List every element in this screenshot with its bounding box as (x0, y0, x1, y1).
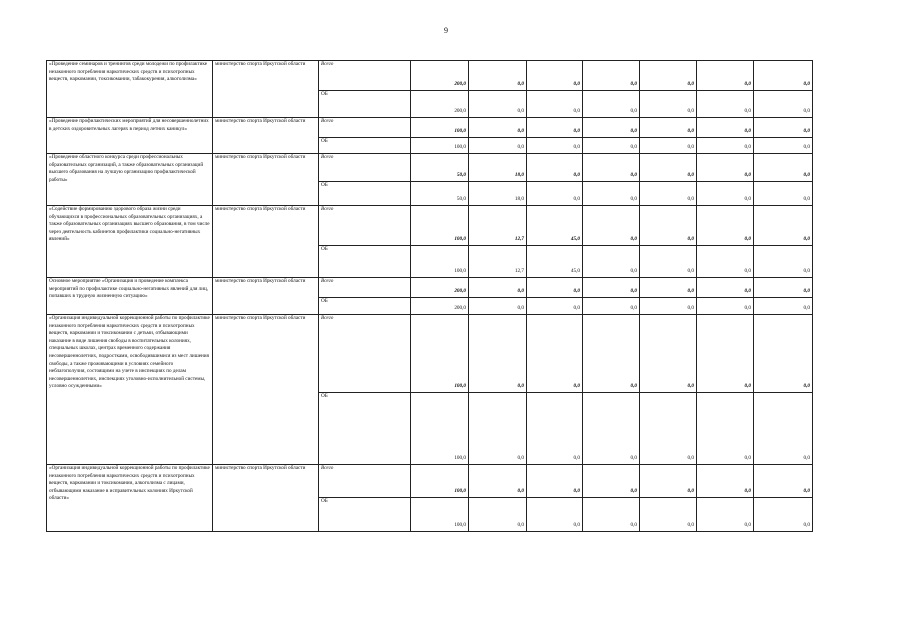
ob-amount-cell: 0,0 (527, 138, 583, 154)
ob-amount-cell: 0,0 (527, 498, 583, 532)
ob-amount-cell: 0,0 (697, 91, 754, 118)
total-amount-cell: 0,0 (527, 315, 583, 393)
total-amount-cell: 0,0 (754, 154, 813, 182)
executor-cell: министерство спорта Иркутской области (213, 206, 319, 278)
total-amount-cell: 100,0 (411, 465, 469, 498)
ob-amount-cell: 0,0 (640, 498, 697, 532)
ob-amount-cell: 0,0 (754, 91, 813, 118)
total-amount-cell: 0,0 (640, 206, 697, 246)
total-amount-cell: 0,0 (697, 154, 754, 182)
total-amount-cell: 0,0 (527, 278, 583, 298)
activity-name-cell: «Проведение профилактических мероприятий для несовершеннолетних в детских оздоровительных лагерях в период летних каникул» (47, 118, 213, 154)
ob-amount-cell: 100,0 (411, 138, 469, 154)
ob-amount-cell: 0,0 (754, 498, 813, 532)
total-amount-cell: 0,0 (754, 61, 813, 91)
table-row (47, 315, 813, 393)
ob-amount-cell: 18,0 (469, 182, 527, 206)
ob-amount-cell: 0,0 (583, 498, 640, 532)
ob-amount-cell: 0,0 (583, 182, 640, 206)
executor-cell: министерство спорта Иркутской области (213, 465, 319, 532)
funding-source-ob-cell: ОБ (319, 246, 411, 278)
funding-source-total-cell: Всего (319, 61, 411, 91)
total-amount-cell: 0,0 (527, 118, 583, 138)
ob-amount-cell: 0,0 (469, 138, 527, 154)
funding-source-ob-cell: ОБ (319, 393, 411, 465)
ob-amount-cell: 100,0 (411, 393, 469, 465)
activity-name-cell: «Организация индивидуальной коррекционной работы по профилактике незаконного потребления наркотических средств и психотропных веществ, наркомании и токсикомании, алкоголизма с лицами, отбывающими наказание в исправительных колониях Иркутской области» (47, 465, 213, 532)
total-amount-cell: 18,0 (469, 154, 527, 182)
activity-name-cell: «Проведение семинаров и тренингов среди молодежи по профилактике незаконного потребления наркотических средств и психотропных веществ, наркомании, токсикомании, табакокурения, алкоголизма» (47, 61, 213, 118)
total-amount-cell: 0,0 (640, 118, 697, 138)
activity-name-cell: «Содействие формированию здорового образа жизни среди обучающихся в профессиональных образовательных организациях, а также образовательных организациях высшего образования, в том числе через деятельность кабинетов профилактики социально-негативных явлений» (47, 206, 213, 278)
total-amount-cell: 0,0 (697, 278, 754, 298)
total-amount-cell: 0,0 (469, 61, 527, 91)
total-amount-cell: 45,0 (527, 206, 583, 246)
ob-amount-cell: 0,0 (697, 298, 754, 315)
total-amount-cell: 0,0 (754, 278, 813, 298)
ob-amount-cell: 0,0 (527, 91, 583, 118)
total-amount-cell: 100,0 (411, 315, 469, 393)
ob-amount-cell: 0,0 (583, 393, 640, 465)
activity-name-cell: «Организация индивидуальной коррекционной работы по профилактике незаконного потребления наркотических средств и психотропных веществ, наркомании и токсикомании с детьми, отбывающими наказание в виде лишения свободы в воспитательных колониях, специальных школах, центрах временного содержания несовершеннолетних, подростками, освободившимися из мест лишения свободы, а также проживающими в условиях семейного неблагополучия, состоящими на учете в инспекциях по делам несовершеннолетних, инспекциях уголовно-исполнительной системы, условно осужденными» (47, 315, 213, 465)
total-amount-cell: 0,0 (469, 315, 527, 393)
ob-amount-cell: 0,0 (697, 182, 754, 206)
total-amount-cell: 200,0 (411, 278, 469, 298)
ob-amount-cell: 0,0 (527, 182, 583, 206)
total-amount-cell: 0,0 (697, 206, 754, 246)
ob-amount-cell: 0,0 (640, 393, 697, 465)
total-amount-cell: 0,0 (469, 118, 527, 138)
total-amount-cell: 0,0 (754, 206, 813, 246)
table-body (47, 61, 813, 532)
ob-amount-cell: 0,0 (640, 182, 697, 206)
total-amount-cell: 0,0 (754, 118, 813, 138)
total-amount-cell: 0,0 (583, 315, 640, 393)
ob-amount-cell: 0,0 (640, 91, 697, 118)
funding-source-ob-cell: ОБ (319, 182, 411, 206)
ob-amount-cell: 0,0 (583, 138, 640, 154)
total-amount-cell: 0,0 (583, 278, 640, 298)
ob-amount-cell: 0,0 (469, 393, 527, 465)
total-amount-cell: 0,0 (583, 61, 640, 91)
ob-amount-cell: 0,0 (527, 393, 583, 465)
executor-cell: министерство спорта Иркутской области (213, 315, 319, 465)
ob-amount-cell: 0,0 (754, 298, 813, 315)
table-row (47, 154, 813, 182)
ob-amount-cell: 0,0 (697, 246, 754, 278)
ob-amount-cell: 0,0 (754, 246, 813, 278)
ob-amount-cell: 100,0 (411, 246, 469, 278)
ob-amount-cell: 200,0 (411, 298, 469, 315)
ob-amount-cell: 0,0 (754, 138, 813, 154)
funding-source-ob-cell: ОБ (319, 298, 411, 315)
ob-amount-cell: 100,0 (411, 498, 469, 532)
total-amount-cell: 100,0 (411, 206, 469, 246)
total-amount-cell: 0,0 (527, 154, 583, 182)
total-amount-cell: 12,7 (469, 206, 527, 246)
funding-source-total-cell: Всего (319, 315, 411, 393)
table-row (47, 465, 813, 498)
activity-name-cell: Основное мероприятие «Организация и проведение комплекса мероприятий по профилактике социально-негативных явлений для лиц, попавших в трудную жизненную ситуацию» (47, 278, 213, 315)
executor-cell: министерство спорта Иркутской области (213, 61, 319, 118)
table-row (47, 278, 813, 298)
total-amount-cell: 0,0 (754, 315, 813, 393)
ob-amount-cell: 0,0 (697, 393, 754, 465)
ob-amount-cell: 0,0 (640, 246, 697, 278)
ob-amount-cell: 50,0 (411, 182, 469, 206)
activity-name-cell: «Проведение областного конкурса среди профессиональных образовательных организаций, а также образовательных организаций высшего образования на лучшую организацию профилактической работы» (47, 154, 213, 206)
total-amount-cell: 100,0 (411, 118, 469, 138)
funding-source-total-cell: Всего (319, 465, 411, 498)
total-amount-cell: 0,0 (527, 465, 583, 498)
funding-source-total-cell: Всего (319, 118, 411, 138)
ob-amount-cell: 0,0 (527, 298, 583, 315)
ob-amount-cell: 200,0 (411, 91, 469, 118)
funding-source-total-cell: Всего (319, 154, 411, 182)
ob-amount-cell: 0,0 (583, 91, 640, 118)
total-amount-cell: 0,0 (697, 465, 754, 498)
total-amount-cell: 0,0 (469, 278, 527, 298)
ob-amount-cell: 0,0 (469, 298, 527, 315)
total-amount-cell: 0,0 (640, 154, 697, 182)
ob-amount-cell: 0,0 (754, 393, 813, 465)
executor-cell: министерство спорта Иркутской области (213, 278, 319, 315)
total-amount-cell: 200,0 (411, 61, 469, 91)
total-amount-cell: 0,0 (469, 465, 527, 498)
total-amount-cell: 0,0 (640, 61, 697, 91)
ob-amount-cell: 0,0 (583, 298, 640, 315)
funding-source-ob-cell: ОБ (319, 138, 411, 154)
total-amount-cell: 0,0 (754, 465, 813, 498)
funding-source-ob-cell: ОБ (319, 91, 411, 118)
table-row (47, 206, 813, 246)
table-row (47, 118, 813, 138)
ob-amount-cell: 0,0 (583, 246, 640, 278)
total-amount-cell: 0,0 (583, 118, 640, 138)
ob-amount-cell: 0,0 (697, 138, 754, 154)
total-amount-cell: 0,0 (697, 118, 754, 138)
page-number: 9 (444, 26, 448, 35)
funding-source-ob-cell: ОБ (319, 498, 411, 532)
total-amount-cell: 0,0 (583, 154, 640, 182)
ob-amount-cell: 0,0 (640, 138, 697, 154)
executor-cell: министерство спорта Иркутской области (213, 154, 319, 206)
total-amount-cell: 0,0 (640, 465, 697, 498)
total-amount-cell: 50,0 (411, 154, 469, 182)
ob-amount-cell: 0,0 (754, 182, 813, 206)
budget-table (46, 60, 813, 532)
total-amount-cell: 0,0 (583, 465, 640, 498)
executor-cell: министерство спорта Иркутской области (213, 118, 319, 154)
total-amount-cell: 0,0 (583, 206, 640, 246)
total-amount-cell: 0,0 (697, 61, 754, 91)
total-amount-cell: 0,0 (640, 315, 697, 393)
ob-amount-cell: 12,7 (469, 246, 527, 278)
total-amount-cell: 0,0 (527, 61, 583, 91)
ob-amount-cell: 0,0 (697, 498, 754, 532)
ob-amount-cell: 45,0 (527, 246, 583, 278)
funding-source-total-cell: Всего (319, 278, 411, 298)
total-amount-cell: 0,0 (640, 278, 697, 298)
ob-amount-cell: 0,0 (469, 498, 527, 532)
ob-amount-cell: 0,0 (469, 91, 527, 118)
ob-amount-cell: 0,0 (640, 298, 697, 315)
total-amount-cell: 0,0 (697, 315, 754, 393)
table-row (47, 61, 813, 91)
funding-source-total-cell: Всего (319, 206, 411, 246)
